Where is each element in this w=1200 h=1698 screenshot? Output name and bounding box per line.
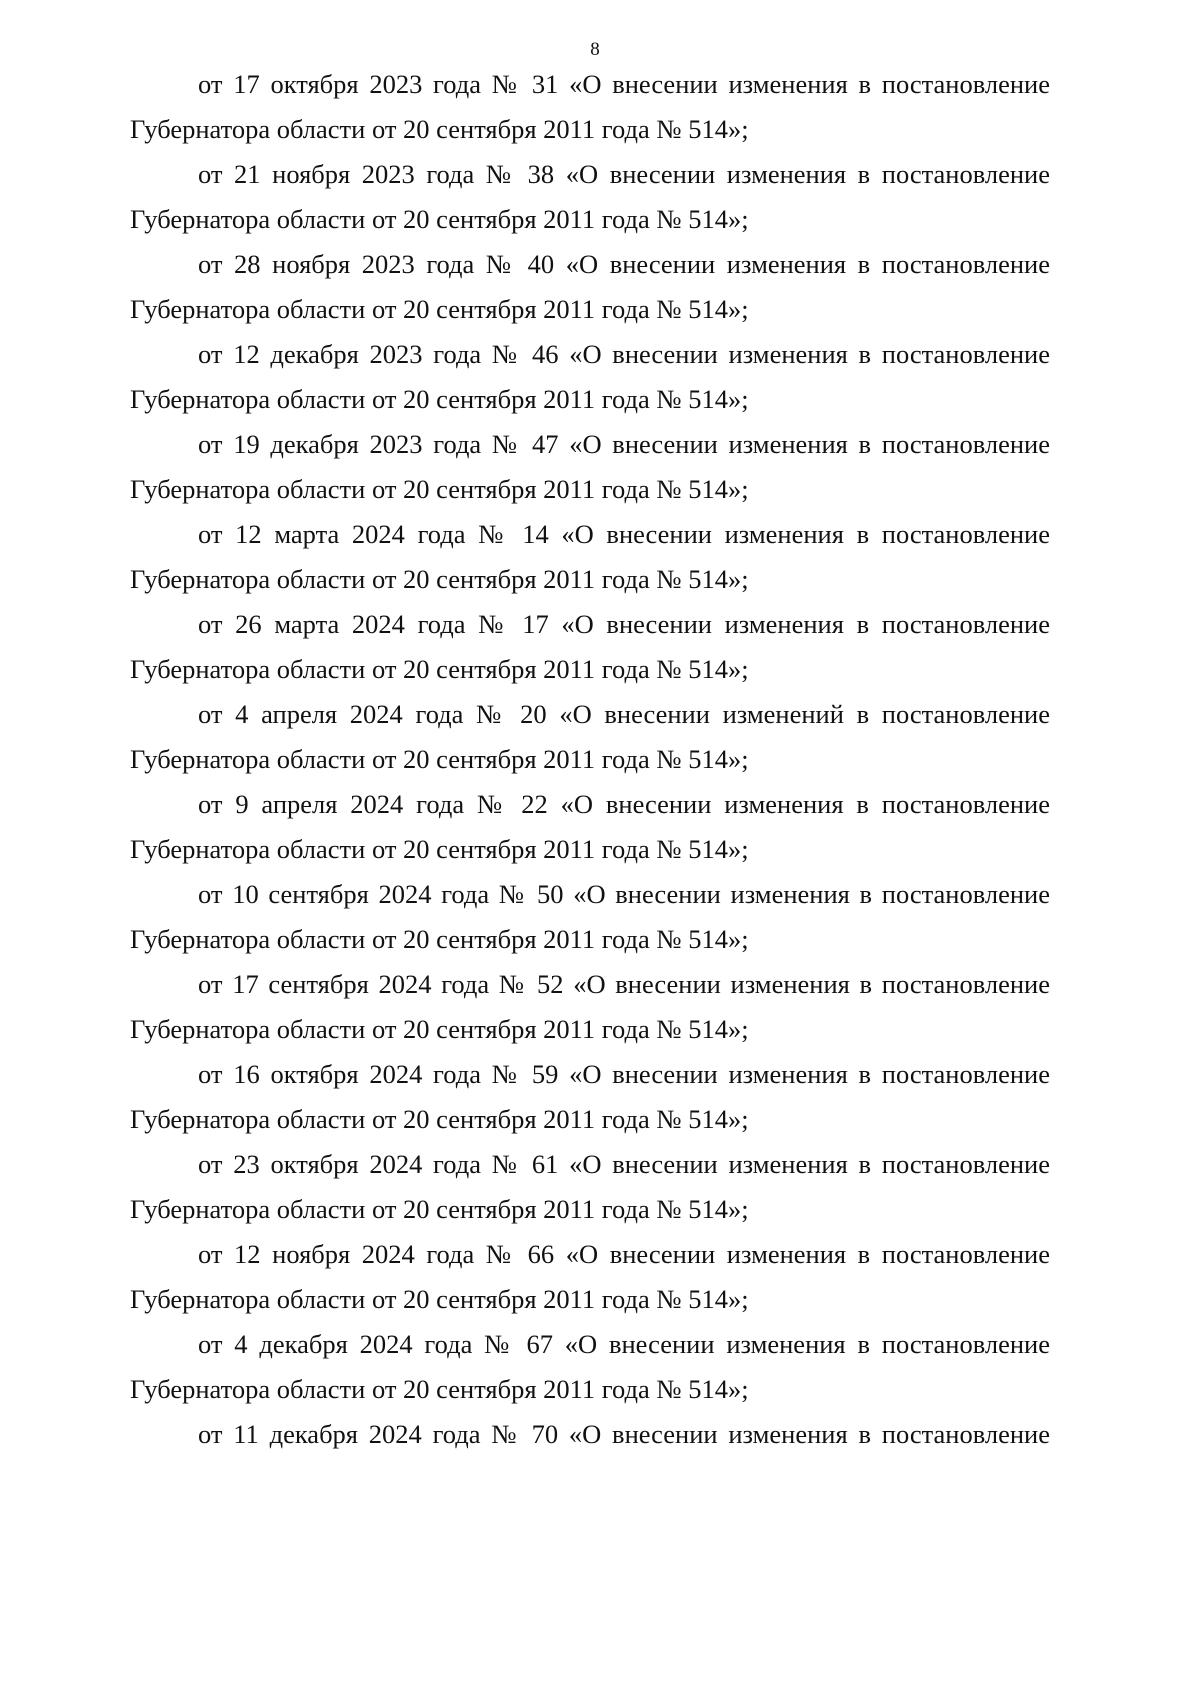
entry-first-line: от 26 марта 2024 года № 17 «О внесении изменения в постановление (198, 609, 1050, 639)
entry-first-line: от 11 декабря 2024 года № 70 «О внесении изменения в постановление (198, 1419, 1050, 1449)
entry-second-line: Губернатора области от 20 сентября 2011 года № 514»; (130, 654, 749, 684)
entry-second-line: Губернатора области от 20 сентября 2011 года № 514»; (130, 1374, 749, 1404)
entry-first-line: от 9 апреля 2024 года № 22 «О внесении изменения в постановление (198, 789, 1050, 819)
entry-first-line: от 23 октября 2024 года № 61 «О внесении изменения в постановление (198, 1149, 1050, 1179)
list-item (130, 1232, 1050, 1322)
entry-second-line: Губернатора области от 20 сентября 2011 года № 514»; (130, 564, 749, 594)
list-item (130, 242, 1050, 332)
entry-first-line: от 4 декабря 2024 года № 67 «О внесении изменения в постановление (198, 1329, 1050, 1359)
entry-first-line: от 10 сентября 2024 года № 50 «О внесении изменения в постановление (198, 879, 1050, 909)
entry-second-line: Губернатора области от 20 сентября 2011 года № 514»; (130, 474, 749, 504)
entry-second-line: Губернатора области от 20 сентября 2011 года № 514»; (130, 384, 749, 414)
list-item (130, 332, 1050, 422)
list-item (130, 962, 1050, 1052)
entry-second-line: Губернатора области от 20 сентября 2011 года № 514»; (130, 1104, 749, 1134)
entry-first-line: от 17 октября 2023 года № 31 «О внесении изменения в постановление (198, 69, 1050, 99)
entry-first-line: от 4 апреля 2024 года № 20 «О внесении изменений в постановление (198, 699, 1050, 729)
list-item (130, 512, 1050, 602)
list-item (130, 152, 1050, 242)
list-item (130, 782, 1050, 872)
entry-second-line: Губернатора области от 20 сентября 2011 года № 514»; (130, 924, 749, 954)
entry-second-line: Губернатора области от 20 сентября 2011 года № 514»; (130, 204, 749, 234)
list-item (130, 602, 1050, 692)
list-item (130, 62, 1050, 152)
entry-first-line: от 16 октября 2024 года № 59 «О внесении изменения в постановление (198, 1059, 1050, 1089)
entry-second-line: Губернатора области от 20 сентября 2011 года № 514»; (130, 1194, 749, 1224)
list-item (130, 872, 1050, 962)
list-item (130, 1412, 1050, 1457)
entry-second-line: Губернатора области от 20 сентября 2011 года № 514»; (130, 744, 749, 774)
page-number: 8 (590, 39, 600, 60)
entry-second-line: Губернатора области от 20 сентября 2011 года № 514»; (130, 834, 749, 864)
entry-second-line: Губернатора области от 20 сентября 2011 года № 514»; (130, 1284, 749, 1314)
entry-first-line: от 21 ноября 2023 года № 38 «О внесении изменения в постановление (198, 159, 1050, 189)
list-item (130, 692, 1050, 782)
entry-first-line: от 12 ноября 2024 года № 66 «О внесении изменения в постановление (198, 1239, 1050, 1269)
entry-first-line: от 12 декабря 2023 года № 46 «О внесении изменения в постановление (198, 339, 1050, 369)
list-item (130, 1052, 1050, 1142)
entry-second-line: Губернатора области от 20 сентября 2011 года № 514»; (130, 114, 749, 144)
entry-first-line: от 28 ноября 2023 года № 40 «О внесении изменения в постановление (198, 249, 1050, 279)
entry-first-line: от 12 марта 2024 года № 14 «О внесении изменения в постановление (198, 519, 1050, 549)
entry-second-line: Губернатора области от 20 сентября 2011 года № 514»; (130, 294, 749, 324)
list-item (130, 1142, 1050, 1232)
document-body (130, 62, 1050, 1457)
entry-second-line: Губернатора области от 20 сентября 2011 года № 514»; (130, 1014, 749, 1044)
list-item (130, 1322, 1050, 1412)
entry-first-line: от 17 сентября 2024 года № 52 «О внесении изменения в постановление (198, 969, 1050, 999)
entry-first-line: от 19 декабря 2023 года № 47 «О внесении изменения в постановление (198, 429, 1050, 459)
list-item (130, 422, 1050, 512)
